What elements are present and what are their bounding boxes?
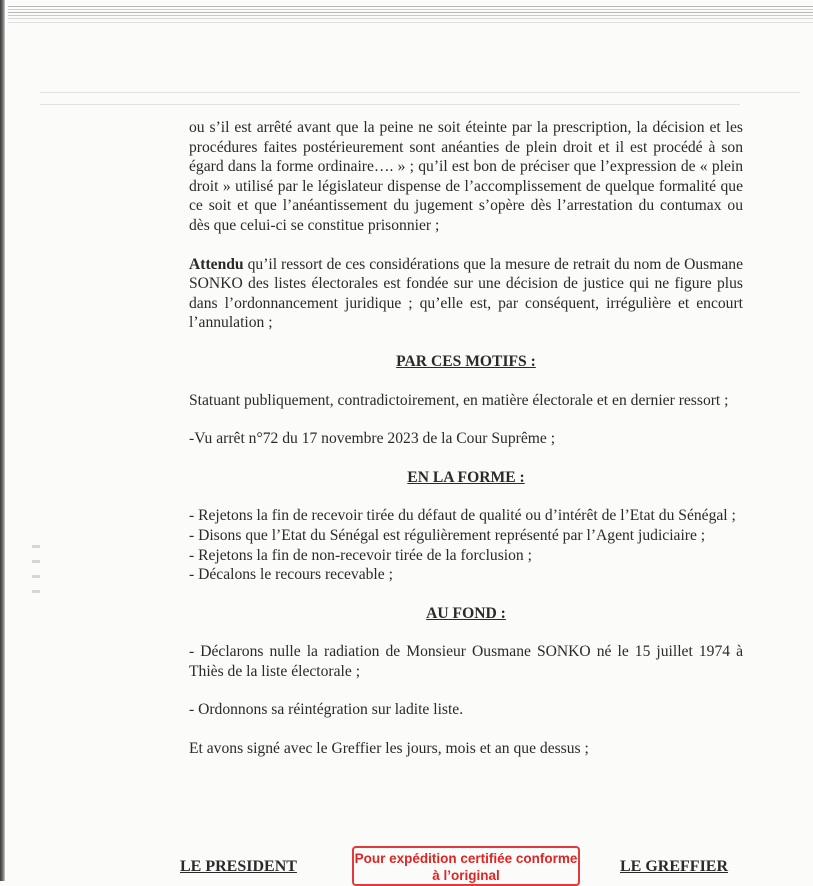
attendu-lead: Attendu [189,255,244,273]
statuant-text: Statuant publiquement, contradictoirement, en matière électorale et en dernier ressort ; [189,391,729,409]
vu-arret-text: -Vu arrêt n°72 du 17 novembre 2023 de la Cour Suprême ; [189,430,556,448]
certification-stamp [352,846,580,886]
scan-left-edge [0,0,5,881]
forme-item: - Rejetons la fin de non-recevoir tirée de la forclusion ; [189,546,532,564]
stamp-line-2: à l’original [432,868,500,883]
heading-au-fond: AU FOND : [426,604,506,622]
document-page [189,118,743,759]
signature-president: LE PRESIDENT [180,858,297,875]
scan-top-artifact [8,4,813,26]
margin-marks [32,545,42,605]
signature-block [180,846,760,886]
paragraph-attendu [189,255,743,333]
fond-item: - Déclarons nulle la radiation de Monsieur Ousmane SONKO né le 15 juillet 1974 à Thiès de la liste électorale ; [189,643,743,680]
faint-scan-line [40,92,800,93]
forme-item: - Rejetons la fin de recevoir tirée du défaut de qualité ou d’intérêt de l’Etat du Sénégal ; [189,507,736,525]
attendu-text: qu’il ressort de ces considérations que la mesure de retrait du nom de Ousmane SONKO des listes électorales est fondée sur une décision de justice qui ne figure plus dans l’ordonnancement juridique ; qu’elle est, par conséquent, irrégulière et encourt l’annulation ; [189,255,743,332]
heading-par-ces-motifs: PAR CES MOTIFS : [396,352,536,370]
heading-en-la-forme: EN LA FORME : [407,468,525,486]
paragraph-contumax: ou s’il est arrêté avant que la peine ne soit éteinte par la prescription, la décision et les procédures faites postérieurement sont anéanties de plein droit et il est procédé à son égard dans la forme ordinaire…. » ; qu’il est bon de préciser que l’expression de « plein droit » utilisé par le législateur dispense de l’accomplissement de quelque formalité que ce soit et que l’anéantissement du jugement s’opère dès l’arrestation du contumax ou dès que celui-ci se constitue prisonnier ; [189,119,743,234]
faint-scan-line [40,104,740,105]
forme-item: - Décalons le recours recevable ; [189,566,393,584]
stamp-line-1: Pour expédition certifiée conforme [354,851,578,866]
closing-text: Et avons signé avec le Greffier les jours, mois et an que dessus ; [189,740,589,758]
forme-item: - Disons que l’Etat du Sénégal est régulièrement représenté par l’Agent judiciaire ; [189,526,706,544]
fond-item: - Ordonnons sa réintégration sur ladite liste. [189,701,464,719]
signature-greffier: LE GREFFIER [620,858,729,875]
